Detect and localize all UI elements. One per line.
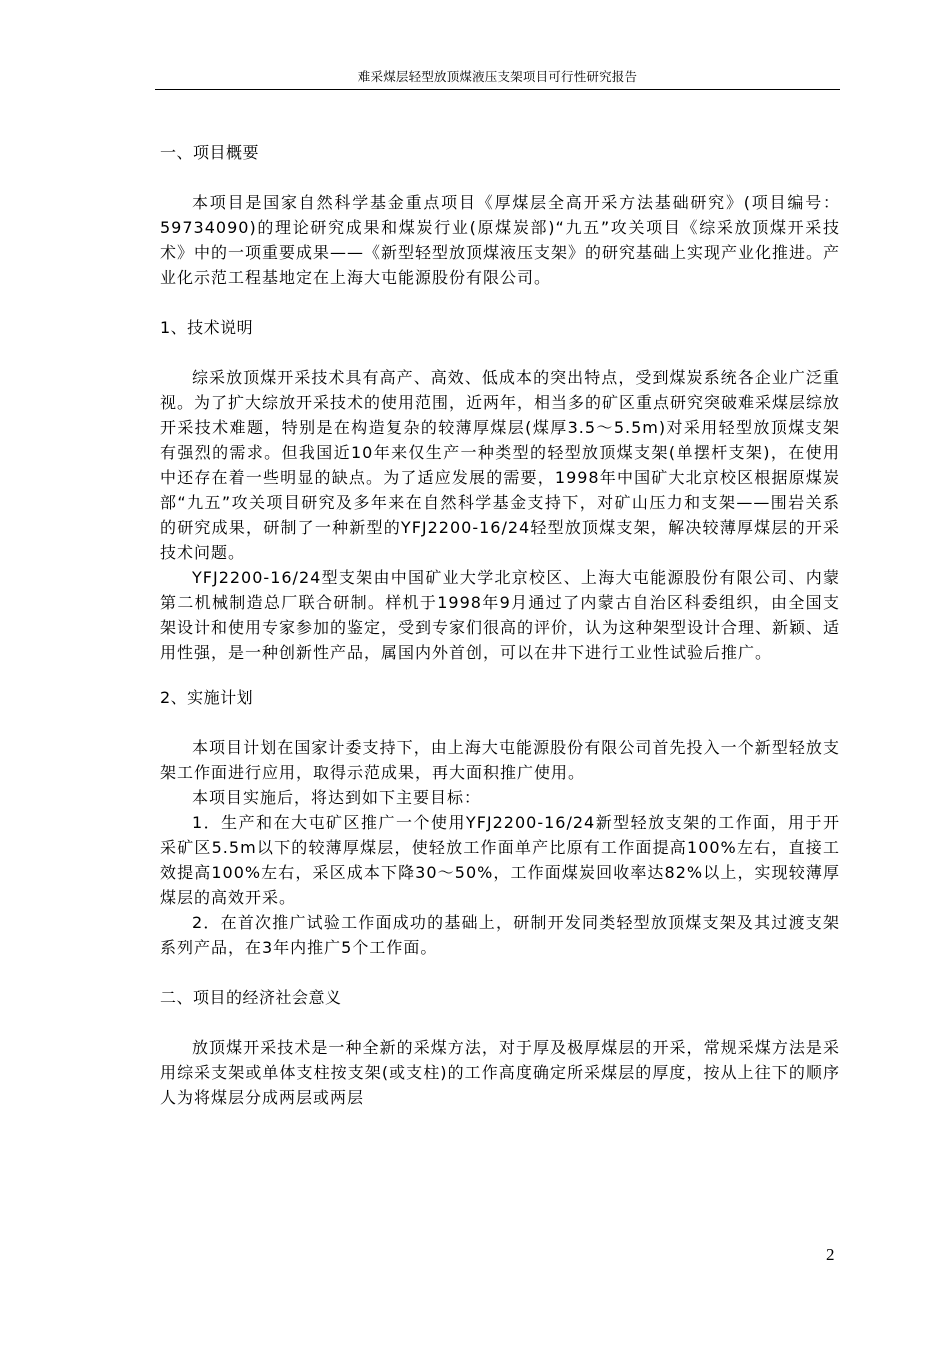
overview-paragraph: 本项目是国家自然科学基金重点项目《厚煤层全高开采方法基础研究》(项目编号：59734090)的理论研究成果和煤炭行业(原煤炭部)“九五”攻关项目《综采放顶煤开采技术》中的一项重要成果——《新型轻型放顶煤液压支架》的研究基础上实现产业化推进。产业化示范工程基地定在上海大屯能源股份有限公司。 xyxy=(160,193,841,287)
document-body xyxy=(160,140,840,1110)
section-heading-plan: 2、实施计划 xyxy=(160,688,254,707)
running-header: 难采煤层轻型放顶煤液压支架项目可行性研究报告 xyxy=(357,69,638,84)
section-heading-tech: 1、技术说明 xyxy=(160,318,254,337)
tech-paragraph-1: 综采放顶煤开采技术具有高产、高效、低成本的突出特点，受到煤炭系统各企业广泛重视。为了扩大综放开采技术的使用范围，近两年，相当多的矿区重点研究突破难采煤层综放开采技术难题，特别是在构造复杂的较薄厚煤层(煤厚3.5～5.5m)对采用轻型放顶煤支架有强烈的需求。但我国近10年来仅生产一种类型的轻型放顶煤支架(单摆杆支架)，在使用中还存在着一些明显的缺点。为了适应发展的需要，1998年中国矿大北京校区根据原煤炭部“九五”攻关项目研究及多年来在自然科学基金支持下，对矿山压力和支架——围岩关系的研究成果，研制了一种新型的YFJ2200-16/24轻型放顶煤支架，解决较薄厚煤层的开采技术问题。 xyxy=(160,368,841,562)
section-heading-economic: 二、项目的经济社会意义 xyxy=(160,988,342,1007)
plan-goal-2: 2．在首次推广试验工作面成功的基础上，研制开发同类轻型放顶煤支架及其过渡支架系列产品，在3年内推广5个工作面。 xyxy=(160,913,840,957)
page-number: 2 xyxy=(826,1245,835,1264)
tech-paragraph-2: YFJ2200-16/24型支架由中国矿业大学北京校区、上海大屯能源股份有限公司、内蒙第二机械制造总厂联合研制。样机于1998年9月通过了内蒙古自治区科委组织，由全国支架设计和使用专家参加的鉴定，受到专家们很高的评价，认为这种架型设计合理、新颖、适用性强，是一种创新性产品，属国内外首创，可以在井下进行工业性试验后推广。 xyxy=(160,568,841,662)
plan-paragraph-2: 本项目实施后，将达到如下主要目标： xyxy=(192,788,482,807)
economic-paragraph: 放顶煤开采技术是一种全新的采煤方法，对于厚及极厚煤层的开采，常规采煤方法是采用综采支架或单体支柱按支架(或支柱)的工作高度确定所采煤层的厚度，按从上往下的顺序人为将煤层分成两层或两层 xyxy=(160,1038,840,1107)
plan-paragraph-1: 本项目计划在国家计委支持下，由上海大屯能源股份有限公司首先投入一个新型轻放支架工作面进行应用，取得示范成果，再大面积推广使用。 xyxy=(160,738,840,782)
header-rule xyxy=(155,89,840,90)
plan-goal-1: 1．生产和在大屯矿区推广一个使用YFJ2200-16/24新型轻放支架的工作面，用于开采矿区5.5m以下的较薄厚煤层，使轻放工作面单产比原有工作面提高100%左右，直接工效提高100%左右，采区成本下降30～50%，工作面煤炭回收率达82%以上，实现较薄厚煤层的高效开采。 xyxy=(160,813,840,907)
section-heading-overview: 一、项目概要 xyxy=(160,143,260,162)
